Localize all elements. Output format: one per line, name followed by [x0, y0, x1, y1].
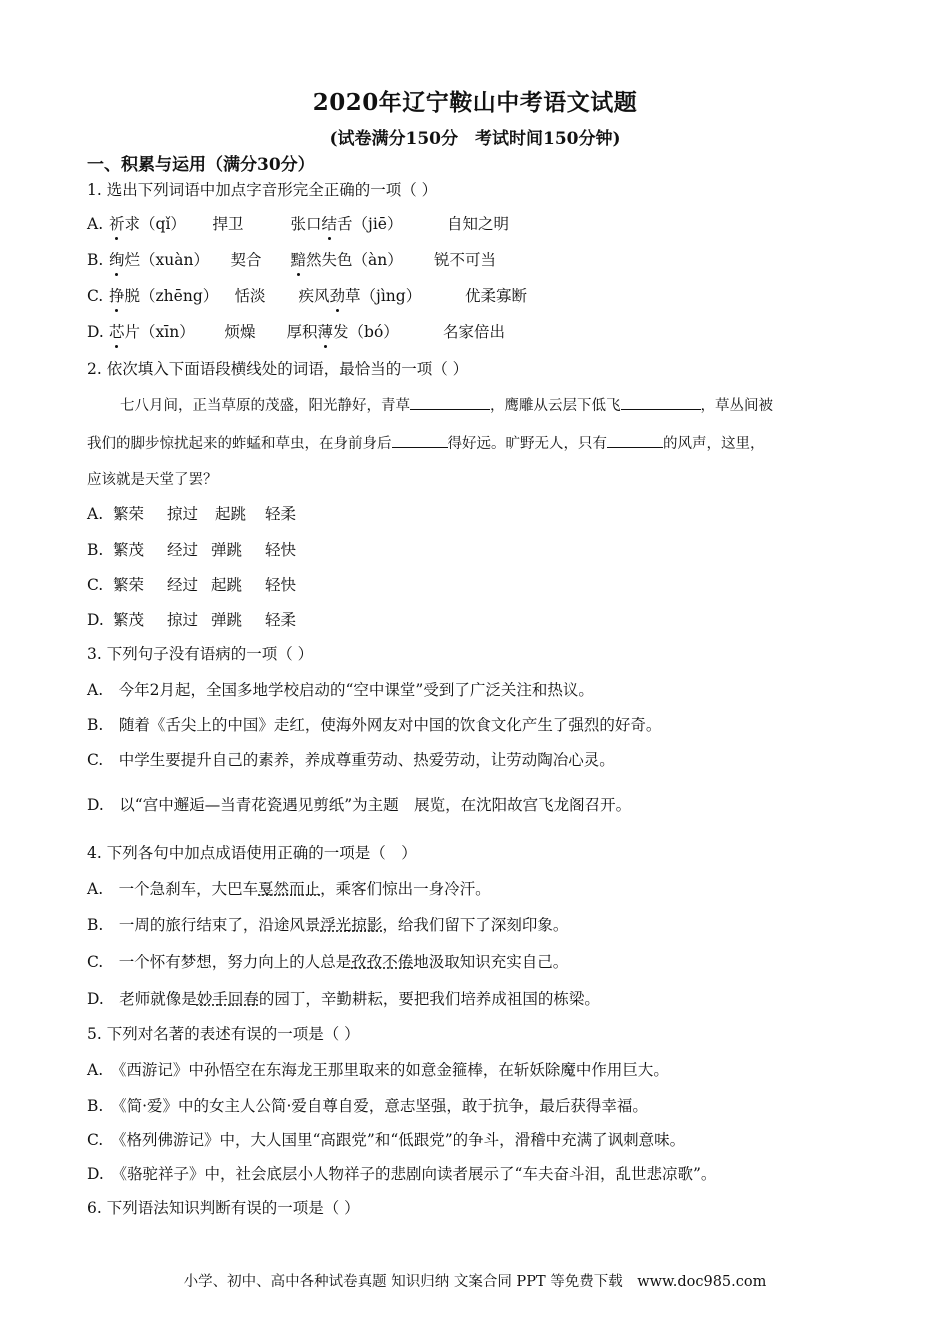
dotted-char: 劲 — [330, 284, 346, 306]
page-subtitle: (试卷满分150分 考试时间150分钟) — [329, 129, 621, 149]
option-label: C. — [87, 287, 104, 305]
answer-blank — [621, 395, 701, 410]
question-3-option-c: C. 中学生要提升自己的素养，养成尊重劳动、热爱劳动，让劳动陶冶心灵。 — [87, 751, 615, 769]
question-2-passage-line-3: 应该就是天堂了罢？ — [87, 472, 218, 488]
option-label: D. — [87, 323, 104, 341]
question-4-option-d: D. 老师就像是妙手回春的园丁，辛勤耕耘，要把我们培养成祖国的栋梁。 — [87, 990, 600, 1008]
question-4-option-b: B. 一周的旅行结束了，沿途风景浮光掠影，给我们留下了深刻印象。 — [87, 916, 569, 934]
dotted-char: 挣 — [109, 284, 125, 306]
question-2-option-c: C. 繁荣 经过 起跳 轻快 — [87, 576, 297, 594]
question-1-option-d: D. 芯片（xīn） 烦燥 厚积薄发（bó） 名家倍出 — [87, 320, 505, 342]
question-6-stem: 6. 下列语法知识判断有误的一项是（ ） — [87, 1199, 360, 1217]
question-1-option-c: C. 挣脱（zhēng） 恬淡 疾风劲草（jìng） 优柔寡断 — [87, 284, 527, 306]
question-1-stem: 1. 选出下列词语中加点字音形完全正确的一项（ ） — [87, 181, 438, 199]
dotted-char: 黯 — [291, 248, 307, 270]
question-5-option-d: D. 《骆驼祥子》中，社会底层小人物祥子的悲剧向读者展示了“车夫奋斗泪，乱世悲凉歌”。 — [87, 1165, 717, 1183]
question-2-option-d: D. 繁茂 掠过 弹跳 轻柔 — [87, 611, 297, 629]
answer-blank — [607, 433, 663, 448]
question-5-option-b: B. 《简·爱》中的女主人公简·爱自尊自爱，意志坚强，敢于抗争，最后获得幸福。 — [87, 1097, 648, 1115]
dotted-char: 绚 — [109, 248, 125, 270]
page-title: 2020年辽宁鞍山中考语文试题 — [312, 89, 638, 116]
question-5-option-c: C. 《格列佛游记》中，大人国里“高跟党”和“低跟党”的争斗，滑稽中充满了讽刺意味。 — [87, 1131, 686, 1149]
question-3-stem: 3. 下列句子没有语病的一项（ ） — [87, 645, 314, 663]
question-3-option-b: B. 随着《舌尖上的中国》走红，使海外网友对中国的饮食文化产生了强烈的好奇。 — [87, 716, 662, 734]
question-2-option-b: B. 繁茂 经过 弹跳 轻快 — [87, 541, 297, 559]
dotted-idiom: 戛然而止 — [258, 880, 321, 898]
option-label: B. — [87, 251, 104, 269]
question-2-stem: 2. 依次填入下面语段横线处的词语，最恰当的一项（ ） — [87, 360, 469, 378]
question-4-stem: 4. 下列各句中加点成语使用正确的一项是（ ） — [87, 844, 417, 862]
dotted-char: 薄 — [318, 320, 334, 342]
question-1-option-b: B. 绚烂（xuàn） 契合 黯然失色（àn） 锐不可当 — [87, 248, 496, 270]
question-2-option-a: A. 繁荣 掠过 起跳 轻柔 — [87, 505, 297, 523]
question-3-option-d: D. 以“宫中邂逅—当青花瓷遇见剪纸”为主题 展览，在沈阳故宫飞龙阁召开。 — [87, 796, 632, 814]
option-label: A. — [87, 215, 104, 233]
question-2-passage-line-1: 七八月间，正当草原的茂盛，阳光静好，青草 ，鹰雕从云层下低飞 ，草丛间被 — [120, 394, 773, 415]
question-4-option-c: C. 一个怀有梦想，努力向上的人总是孜孜不倦地汲取知识充实自己。 — [87, 953, 569, 971]
answer-blank — [410, 395, 490, 410]
question-3-option-a: A. 今年2月起，全国多地学校启动的“空中课堂”受到了广泛关注和热议。 — [87, 681, 594, 699]
dotted-char: 祈 — [109, 212, 125, 234]
question-5-stem: 5. 下列对名著的表述有误的一项是（ ） — [87, 1025, 360, 1043]
dotted-char: 结 — [322, 212, 338, 234]
section-heading: 一、积累与运用（满分30分） — [87, 155, 315, 175]
dotted-idiom: 浮光掠影 — [320, 916, 383, 934]
question-4-option-a: A. 一个急刹车，大巴车戛然而止，乘客们惊出一身冷汗。 — [87, 880, 491, 898]
dotted-char: 芯 — [109, 320, 125, 342]
dotted-idiom: 妙手回春 — [196, 990, 259, 1008]
question-2-passage-line-2: 我们的脚步惊扰起来的蚱蜢和草虫，在身前身后 得好远。旷野无人，只有 的风声，这里， — [87, 432, 765, 453]
page-footer: 小学、初中、高中各种试卷真题 知识归纳 文案合同 PPT 等免费下载 www.doc985.com — [183, 1274, 767, 1290]
question-5-option-a: A. 《西游记》中孙悟空在东海龙王那里取来的如意金箍棒，在斩妖除魔中作用巨大。 — [87, 1061, 669, 1079]
answer-blank — [392, 433, 448, 448]
dotted-idiom: 孜孜不倦 — [351, 953, 414, 971]
question-1-option-a: A. 祈求（qǐ） 捍卫 张口结舌（jiē） 自知之明 — [87, 212, 509, 234]
